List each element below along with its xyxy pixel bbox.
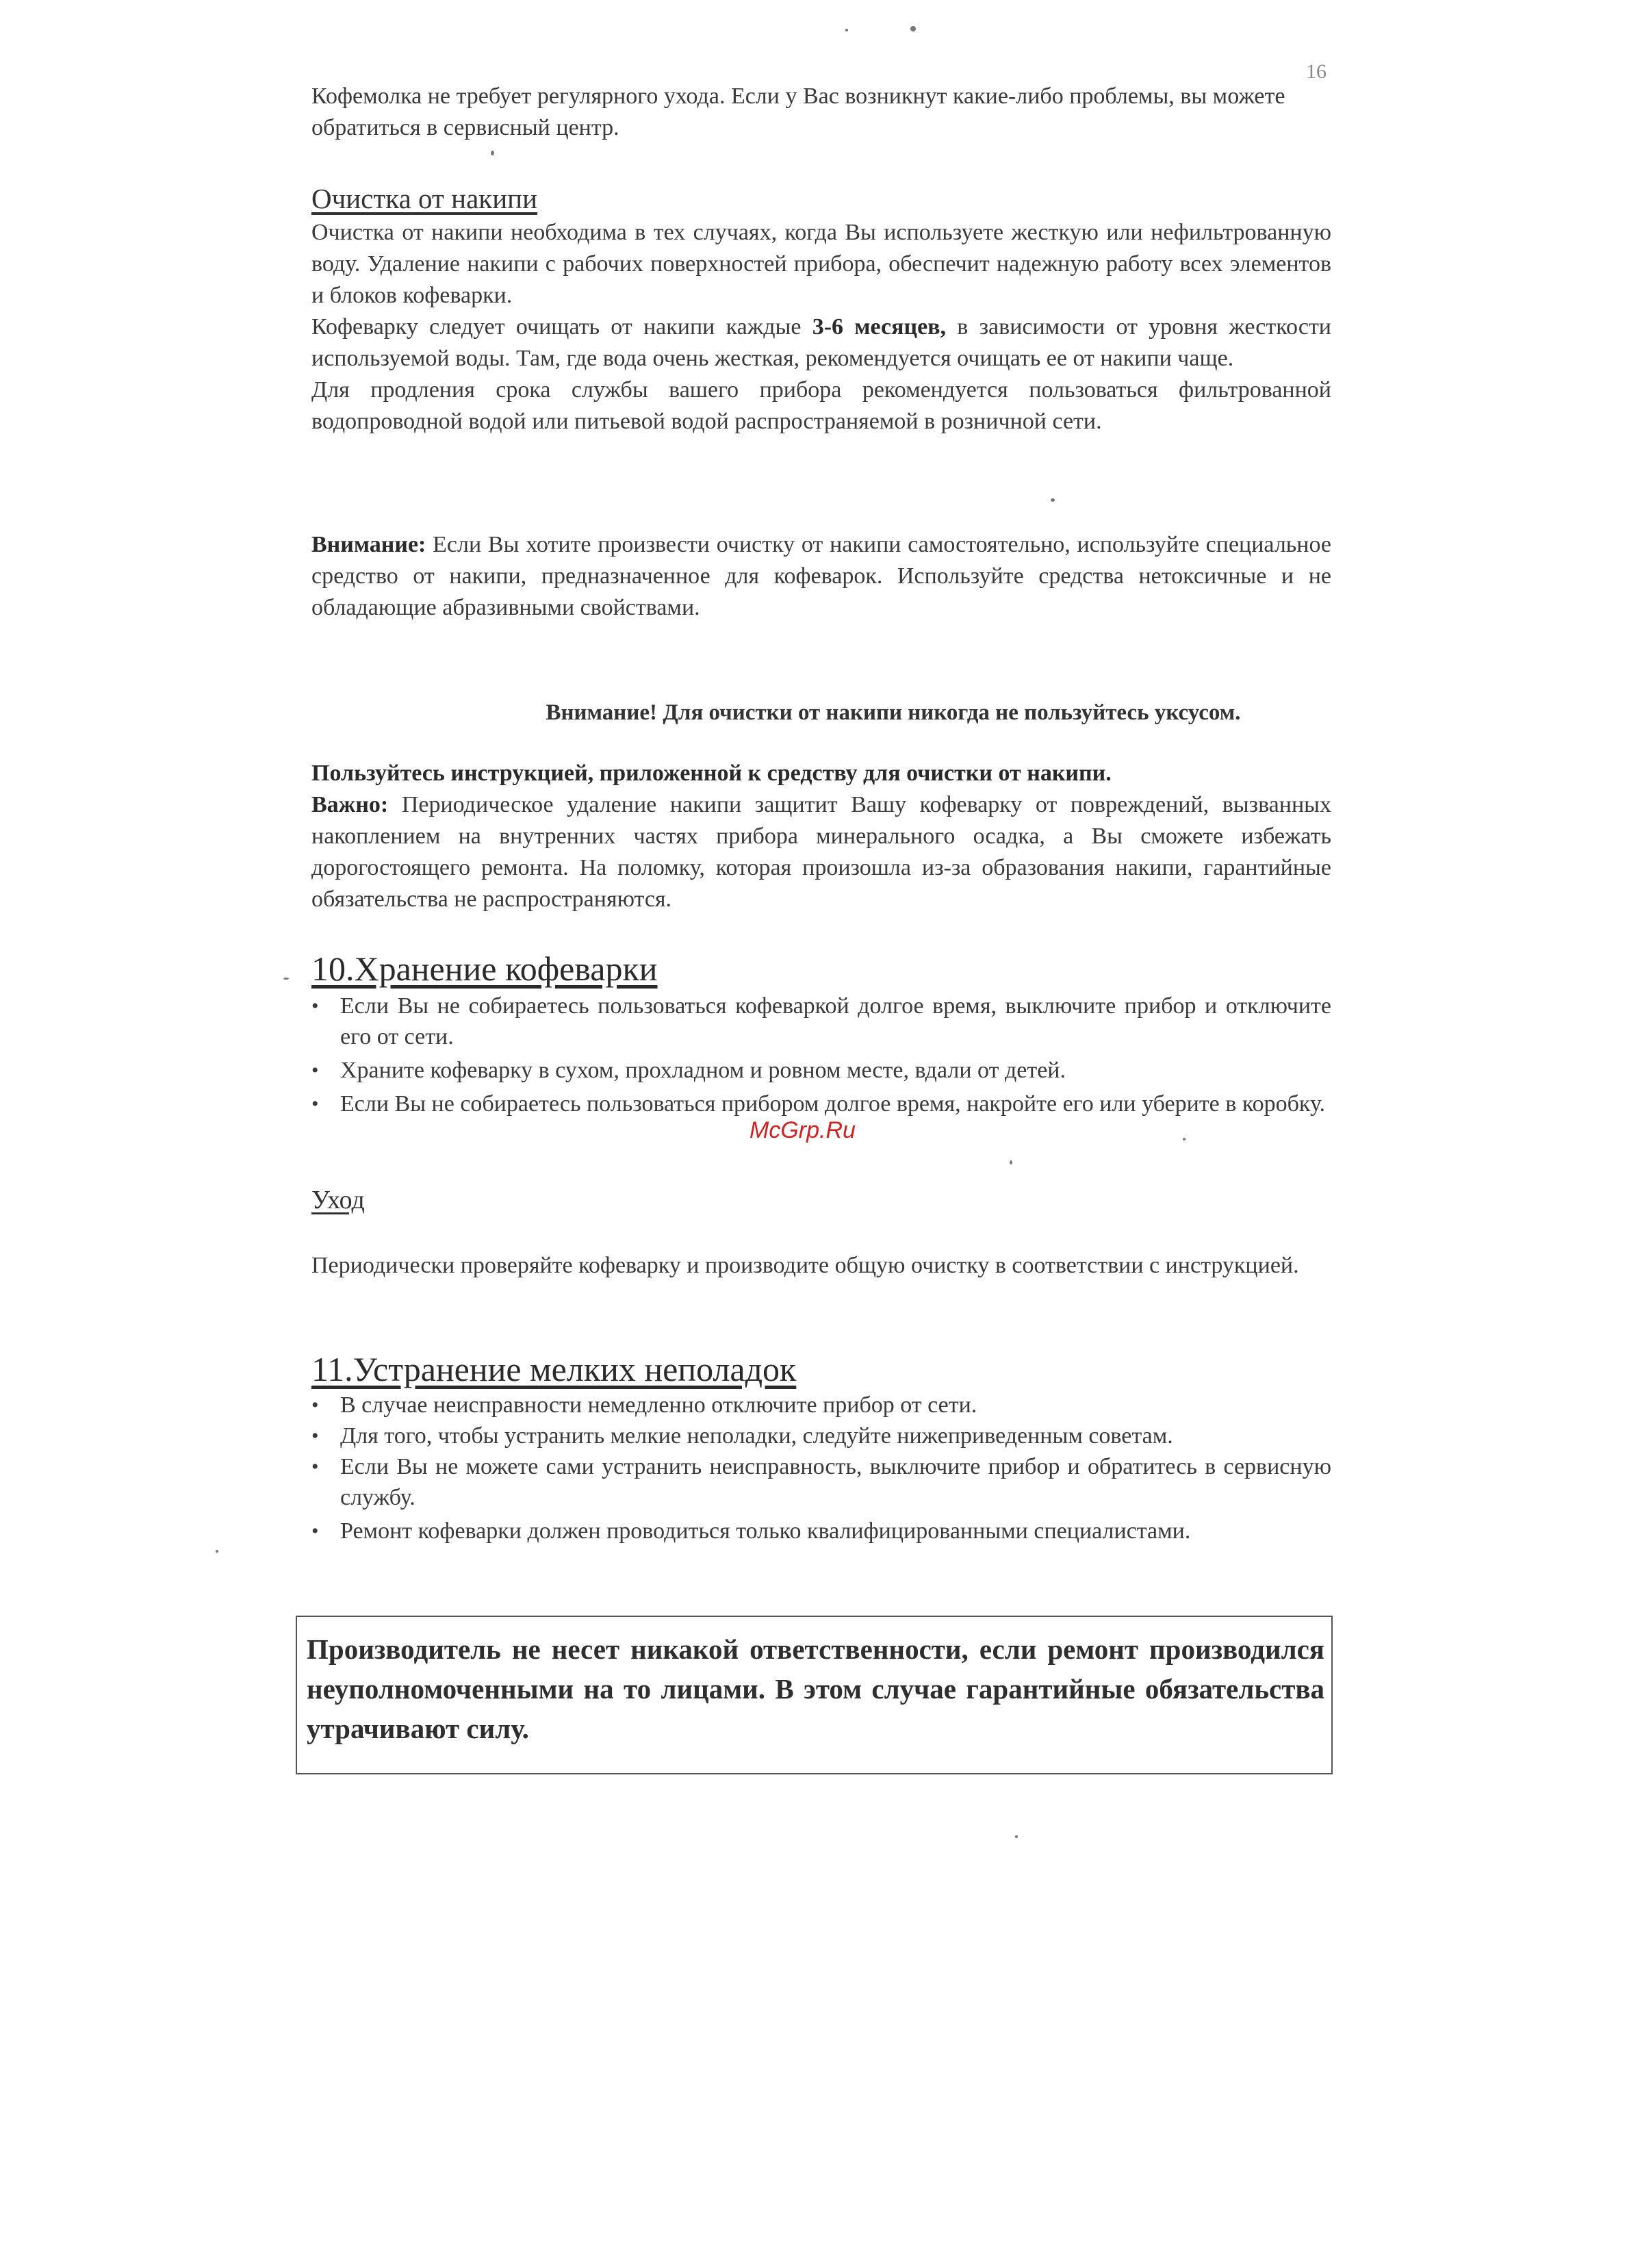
intro-block [311,81,1331,144]
important-text: Периодическое удаление накипи защитит Вашу кофеварку от повреждений, вызванных накоплением на внутренних частях прибора минерального осадка, а Вы сможете избежать дорогостоящего ремонта. На поломку, которая произошла из-за образования накипи, гарантийные обязательства не распространяются. [311,792,1331,912]
care-heading: Уход [311,1186,365,1214]
storage-heading: 10.Хранение кофеварки [311,950,658,988]
bullet-icon: • [311,1520,319,1542]
scan-speck [216,1550,218,1553]
bullet-icon: • [311,1425,319,1447]
attention-paragraph [311,529,1331,624]
vinegar-warning: Внимание! Для очистки от накипи никогда не пользуйтесь уксусом. [546,700,1241,725]
troubleshooting-list [311,1390,1331,1546]
troubleshooting-section [311,1349,1331,1546]
list-item [311,991,1331,1052]
troubleshooting-item-1: В случае неисправности немедленно отключите прибор от сети. [340,1392,977,1418]
storage-section [311,948,1331,1119]
scan-speck [283,978,289,980]
descaling-paragraph-1: Очистка от накипи необходима в тех случаях, когда Вы используете жесткую или нефильтрованную воду. Удаление накипи с рабочих поверхностей прибора, обеспечит надежную работу всех элементов и блоков кофеварки. [311,220,1331,308]
important-label: Важно: [311,792,389,817]
descaling-section [311,181,1331,437]
list-item [311,1516,1331,1546]
scan-speck [1183,1138,1186,1141]
troubleshooting-heading: 11.Устранение мелких неполадок [311,1350,797,1388]
bullet-icon: • [311,1394,319,1416]
storage-list [311,991,1331,1119]
page-number: 16 [1306,60,1327,83]
scan-speck [1051,498,1055,502]
important-block [311,758,1331,915]
list-item [311,1390,1331,1420]
descaling-heading: Очистка от накипи [311,183,538,214]
bullet-icon: • [311,1455,319,1478]
bullet-icon: • [311,1059,319,1082]
notice-text: Производитель не несет никакой ответственности, если ремонт производился неуполномоченными на то лицами. В этом случае гарантийные обязательства утрачивают силу. [307,1633,1324,1744]
instruction-text [311,758,1331,789]
scan-speck [491,151,494,155]
troubleshooting-item-2: Для того, чтобы устранить мелкие неполадки, следуйте нижеприведенным советам. [340,1423,1173,1449]
scan-speck [1015,1835,1018,1838]
descaling-paragraph-3: Для продления срока службы вашего прибора рекомендуется пользоваться фильтрованной водопроводной водой или питьевой водой распространяемой в розничной сети. [311,377,1331,434]
notice-box [296,1616,1333,1774]
descaling-paragraph-2 [311,311,1331,374]
troubleshooting-item-4: Ремонт кофеварки должен проводиться только квалифицированными специалистами. [340,1518,1191,1544]
storage-item-3: Если Вы не собираетесь пользоваться прибором долгое время, накройте его или уберите в коробку. [340,1091,1326,1117]
bullet-icon: • [311,1093,319,1115]
bullet-icon: • [311,995,319,1017]
scan-speck [845,29,848,31]
descaling-p2-after: в зависимости от уровня жесткости используемой воды. Там, где вода очень жесткая, рекомендуется очищать ее от накипи чаще. [311,314,1331,371]
storage-item-1: Если Вы не собираетесь пользоваться кофеваркой долгое время, выключите прибор и отключите его от сети. [340,993,1331,1049]
scan-speck [1010,1160,1012,1164]
care-text: Периодически проверяйте кофеварку и производите общую очистку в соответствии с инструкцией. [311,1253,1299,1278]
instruction-bold: Пользуйтесь инструкцией, приложенной к средству для очистки от накипи. [311,761,1112,786]
list-item [311,1451,1331,1513]
storage-item-2: Храните кофеварку в сухом, прохладном и ровном месте, вдали от детей. [340,1058,1066,1083]
watermark: McGrp.Ru [750,1117,856,1143]
attention-label: Внимание: [311,532,426,557]
intro-text: Кофемолка не требует регулярного ухода. Если у Вас возникнут какие-либо проблемы, вы можете обратиться в сервисный центр. [311,84,1285,140]
scan-speck [910,26,916,31]
list-item [311,1055,1331,1086]
troubleshooting-item-3: Если Вы не можете сами устранить неисправность, выключите прибор и обратитесь в сервисную службу. [340,1454,1331,1510]
important-paragraph [311,789,1331,915]
vinegar-warning-block [311,697,1331,728]
care-section [311,1183,1331,1282]
list-item [311,1420,1331,1451]
descaling-p2-before: Кофеварку следует очищать от накипи каждые [311,314,812,340]
list-item [311,1088,1331,1119]
descaling-interval: 3-6 месяцев, [812,314,947,340]
attention-block [311,529,1331,624]
attention-text: Если Вы хотите произвести очистку от накипи самостоятельно, используйте специальное средство от накипи, предназначенное для кофеварок. Используйте средства нетоксичные и не обладающие абразивными свойствами. [311,532,1331,620]
